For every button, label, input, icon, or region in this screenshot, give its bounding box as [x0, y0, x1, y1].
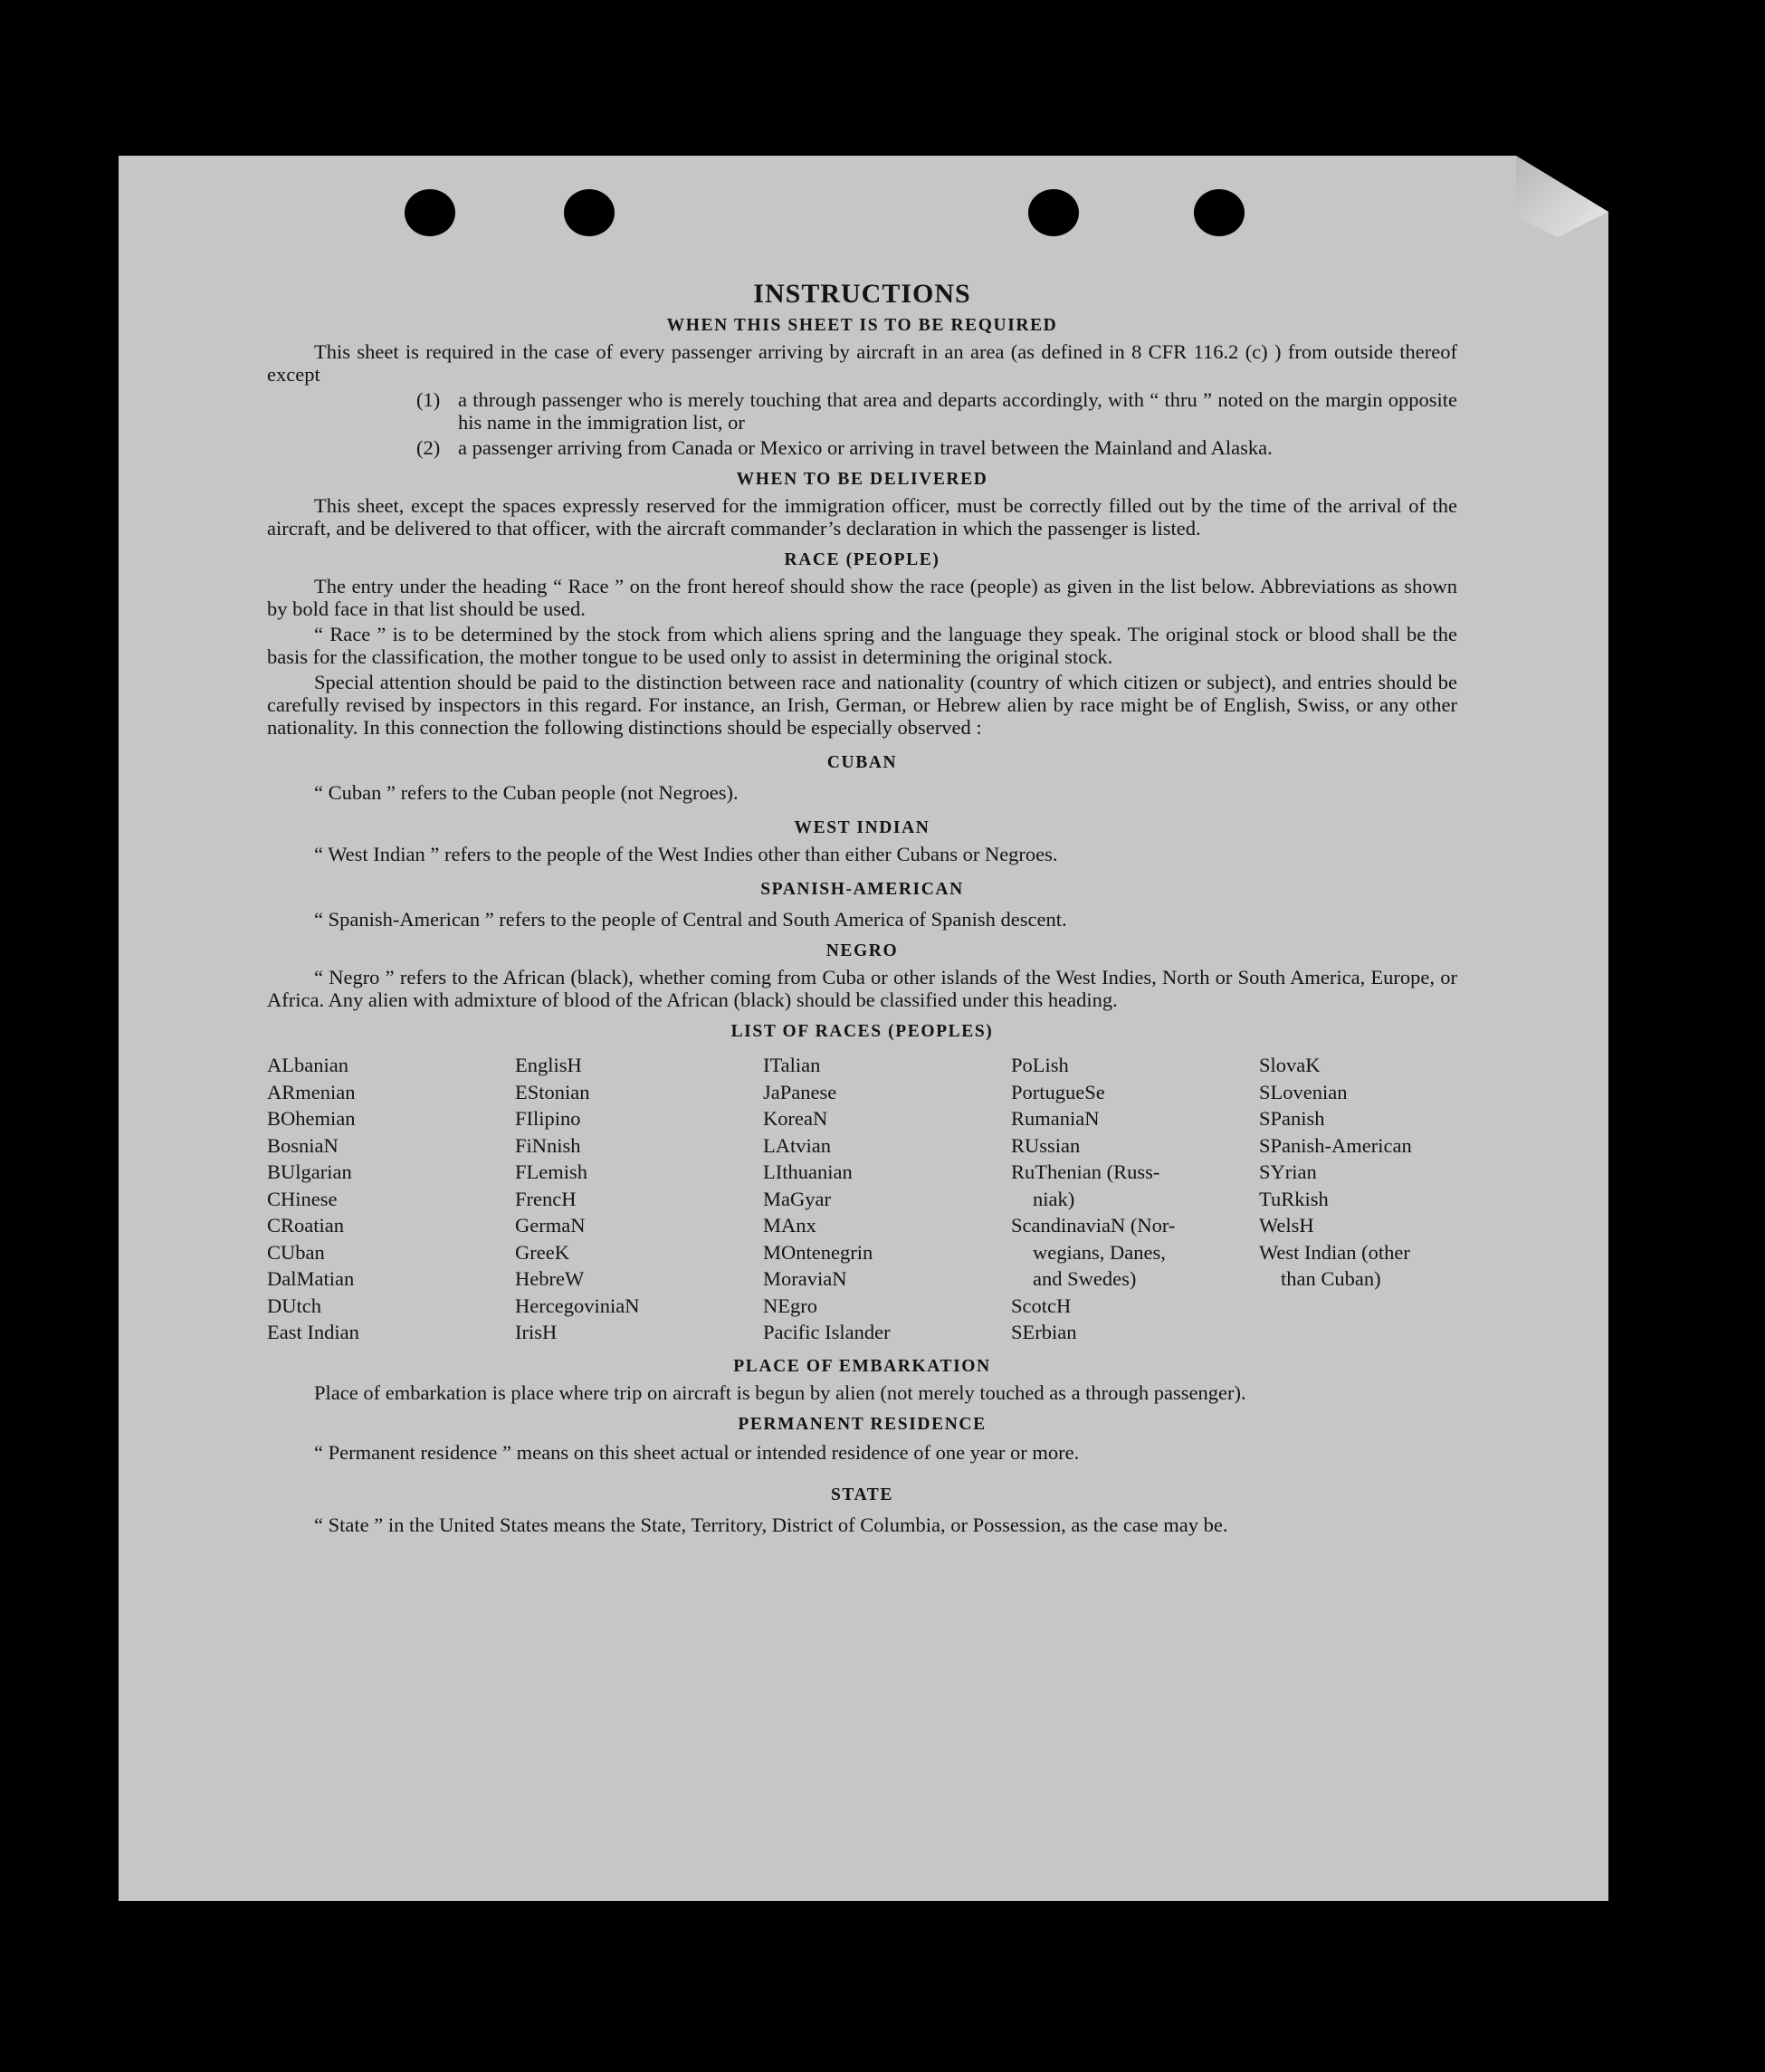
exception-item: [416, 436, 1457, 459]
race-entry: EnglisH: [515, 1054, 582, 1076]
race-entry: IrisH: [515, 1321, 558, 1343]
page-title: INSTRUCTIONS: [753, 279, 971, 309]
race-entry: BosniaN: [267, 1133, 339, 1157]
race-entry: KoreaN: [763, 1107, 828, 1130]
race-column: [763, 1052, 1011, 1346]
race-entry: RUssian: [1011, 1133, 1081, 1157]
race-entry: GermaN: [515, 1214, 586, 1237]
section-heading-list: LIST OF RACES (PEOPLES): [730, 1022, 994, 1041]
race-entry: RuThenian (Russ-: [1011, 1160, 1160, 1183]
race-entry: SErbian: [1011, 1321, 1077, 1343]
section-heading-state: STATE: [830, 1485, 894, 1504]
race-list: [267, 1052, 1457, 1346]
section-heading-required: WHEN THIS SHEET IS TO BE REQUIRED: [666, 316, 1058, 335]
delivered-text: This sheet, except the spaces expressly reserved for the immigration officer, must be correctly filled out by the time of the arrival of the aircraft, and be delivered to that officer, with the aircraft commander’s declaration in which the passenger is listed.: [267, 494, 1457, 539]
race-entry: JaPanese: [763, 1080, 837, 1103]
race-entry: DalMatian: [267, 1267, 355, 1290]
punch-hole: [1194, 189, 1245, 236]
race-entry: FrencH: [515, 1187, 577, 1210]
section-heading-west-indian: WEST INDIAN: [794, 818, 930, 837]
item-number: (1): [416, 388, 441, 411]
race-entry: HercegoviniaN: [515, 1294, 640, 1317]
race-entry: ALbanian: [267, 1054, 348, 1076]
race-entry: RumaniaN: [1011, 1107, 1100, 1130]
race-entry: and Swedes): [1033, 1267, 1137, 1290]
race-entry: MOntenegrin: [763, 1240, 873, 1264]
race-entry: than Cuban): [1281, 1267, 1381, 1290]
race-entry: GreeK: [515, 1240, 569, 1264]
race-entry: MaGyar: [763, 1187, 831, 1210]
race-entry: SlovaK: [1259, 1054, 1321, 1076]
race-entry: NEgro: [763, 1294, 817, 1317]
residence-text: “ Permanent residence ” means on this sheet actual or intended residence of one year or more.: [314, 1440, 1080, 1464]
race-paragraph: The entry under the heading “ Race ” on the front hereof should show the race (people) as given in the list below. Abbreviations as shown by bold face in that list should be used.: [267, 575, 1457, 620]
race-entry: wegians, Danes,: [1033, 1240, 1166, 1264]
race-entry: ScotcH: [1011, 1294, 1072, 1317]
cuban-text: “ Cuban ” refers to the Cuban people (not Negroes).: [314, 781, 739, 804]
race-entry: ITalian: [763, 1054, 821, 1076]
race-entry: CHinese: [267, 1187, 338, 1210]
section-heading-delivered: WHEN TO BE DELIVERED: [736, 470, 988, 489]
section-heading-residence: PERMANENT RESIDENCE: [738, 1414, 987, 1434]
race-entry: BUlgarian: [267, 1160, 352, 1183]
negro-text: “ Negro ” refers to the African (black), whether coming from Cuba or other islands of the West Indies, North or South America, Europe, or Africa. Any alien with admixture of blood of the African (black) should be classified under this heading.: [267, 966, 1457, 1011]
race-column: [515, 1052, 763, 1346]
race-entry: FiNnish: [515, 1133, 581, 1157]
required-intro: This sheet is required in the case of every passenger arriving by aircraft in an area (as defined in 8 CFR 116.2 (c) ) from outside thereof except: [267, 340, 1457, 386]
race-entry: LAtvian: [763, 1133, 831, 1157]
race-entry: EStonian: [515, 1080, 590, 1103]
race-entry: WelsH: [1259, 1214, 1314, 1237]
race-paragraph: “ Race ” is to be determined by the stock from which aliens spring and the language they speak. The original stock or blood shall be the basis for the classification, the mother tongue to be used only to assist in determining the original stock.: [267, 623, 1457, 668]
race-column: [267, 1052, 515, 1346]
race-entry: FIlipino: [515, 1107, 581, 1130]
race-entry: PoLish: [1011, 1054, 1069, 1076]
item-text: a passenger arriving from Canada or Mexico or arriving in travel between the Mainland and Alaska.: [458, 436, 1273, 459]
item-text: a through passenger who is merely touching that area and departs accordingly, with “ thru ” noted on the margin opposite his name in the immigration list, or: [458, 388, 1457, 434]
west-indian-text: “ West Indian ” refers to the people of the West Indies other than either Cubans or Negroes.: [314, 843, 1058, 865]
race-entry: BOhemian: [267, 1107, 356, 1130]
punch-hole: [564, 189, 615, 236]
race-entry: CRoatian: [267, 1214, 344, 1237]
instructions-document: [267, 272, 1457, 1539]
race-entry: West Indian (other: [1259, 1240, 1410, 1264]
race-entry: LIthuanian: [763, 1160, 853, 1183]
race-entry: TuRkish: [1259, 1187, 1329, 1210]
race-entry: FLemish: [515, 1160, 588, 1183]
race-entry: ARmenian: [267, 1080, 356, 1103]
race-entry: SPanish-American: [1259, 1133, 1412, 1157]
race-entry: SLovenian: [1259, 1080, 1348, 1103]
punch-hole: [405, 189, 455, 236]
race-entry: PortugueSe: [1011, 1080, 1105, 1103]
race-entry: HebreW: [515, 1267, 585, 1290]
section-heading-race: RACE (PEOPLE): [784, 550, 940, 569]
item-number: (2): [416, 436, 441, 459]
section-heading-cuban: CUBAN: [826, 753, 898, 772]
section-heading-embarkation: PLACE OF EMBARKATION: [733, 1356, 991, 1376]
race-entry: SYrian: [1259, 1160, 1317, 1183]
punch-hole: [1028, 189, 1079, 236]
embarkation-text: Place of embarkation is place where trip on aircraft is begun by alien (not merely touched as a through passenger).: [314, 1380, 1246, 1404]
race-entry: CUban: [267, 1240, 325, 1264]
race-entry: MoraviaN: [763, 1267, 847, 1290]
race-column: [1259, 1052, 1457, 1346]
race-entry: DUtch: [267, 1294, 321, 1317]
race-paragraph: Special attention should be paid to the distinction between race and nationality (country of which citizen or subject), and entries should be carefully revised by inspectors in this regard. For instance, an Irish, German, or Hebrew alien by race might be of English, Swiss, or any other nationality. In this connection the following distinctions should be especially observed :: [267, 671, 1457, 739]
spanish-american-text: “ Spanish-American ” refers to the people of Central and South America of Spanish descent.: [314, 908, 1067, 931]
exception-item: [416, 388, 1457, 434]
race-entry: East Indian: [267, 1321, 359, 1343]
race-entry: niak): [1033, 1187, 1075, 1210]
race-entry: MAnx: [763, 1214, 816, 1237]
section-heading-spanish-american: SPANISH-AMERICAN: [760, 880, 964, 899]
section-heading-negro: NEGRO: [825, 941, 899, 960]
race-entry: Pacific Islander: [763, 1321, 891, 1343]
race-entry: SPanish: [1259, 1107, 1325, 1130]
race-column: [1011, 1052, 1259, 1346]
state-text: “ State ” in the United States means the State, Territory, District of Columbia, or Possession, as the case may be.: [314, 1513, 1228, 1536]
race-entry: ScandinaviaN (Nor-: [1011, 1214, 1176, 1237]
